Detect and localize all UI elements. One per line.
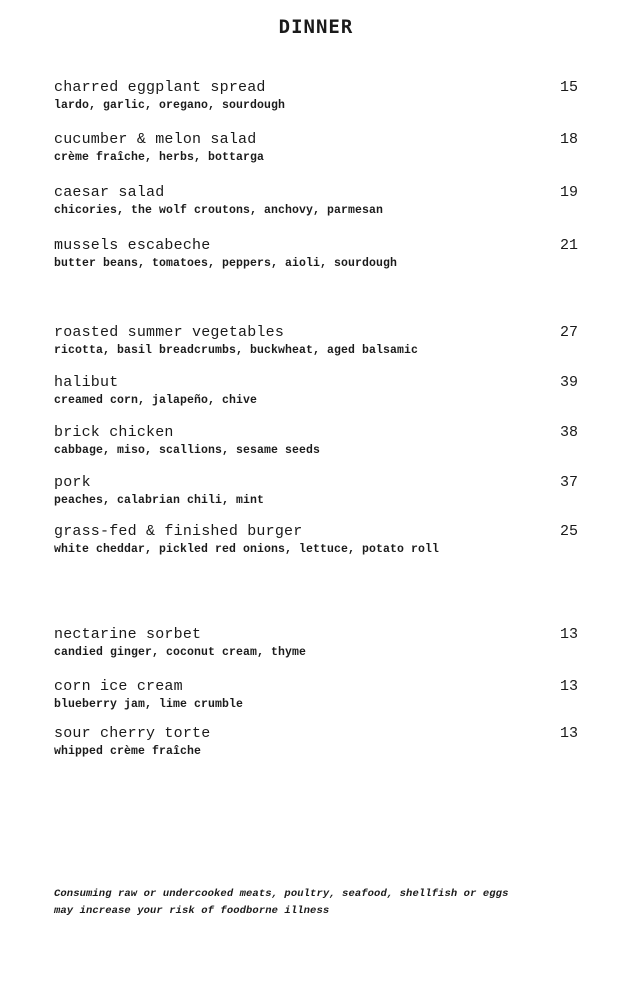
item-name: mussels escabeche: [54, 237, 211, 254]
item-name: caesar salad: [54, 184, 165, 201]
item-name: cucumber & melon salad: [54, 131, 257, 148]
item-description: lardo, garlic, oregano, sourdough: [54, 99, 286, 112]
item-name: halibut: [54, 374, 119, 391]
item-price: 13: [559, 626, 578, 643]
item-description: blueberry jam, lime crumble: [54, 698, 244, 711]
item-name: grass-fed & finished burger: [54, 523, 303, 540]
menu-item: [54, 237, 578, 272]
item-price: 13: [559, 678, 578, 695]
item-price: 19: [559, 184, 578, 201]
item-price: 15: [559, 79, 578, 96]
item-description: crème fraîche, herbs, bottarga: [54, 151, 265, 164]
item-name: charred eggplant spread: [54, 79, 266, 96]
item-description: ricotta, basil breadcrumbs, buckwheat, aged balsamic: [54, 344, 419, 357]
menu-item: [54, 725, 578, 760]
item-name: pork: [54, 474, 91, 491]
item-price: 39: [559, 374, 578, 391]
item-description: chicories, the wolf croutons, anchovy, parmesan: [54, 204, 384, 217]
menu-item: [54, 374, 578, 409]
menu-item: [54, 678, 578, 713]
item-description: creamed corn, jalapeño, chive: [54, 394, 258, 407]
item-name: corn ice cream: [54, 678, 183, 695]
item-name: roasted summer vegetables: [54, 324, 285, 341]
menu-item: [54, 79, 578, 114]
menu-item: [54, 523, 578, 558]
item-name: nectarine sorbet: [54, 626, 202, 643]
menu-title: DINNER: [278, 16, 354, 38]
item-price: 18: [559, 131, 578, 148]
menu-item: [54, 626, 578, 661]
item-price: 13: [559, 725, 578, 742]
menu-item: [54, 131, 578, 166]
item-price: 27: [559, 324, 578, 341]
item-description: peaches, calabrian chili, mint: [54, 494, 265, 507]
item-description: white cheddar, pickled red onions, lettuce, potato roll: [54, 543, 440, 556]
item-description: candied ginger, coconut cream, thyme: [54, 646, 307, 659]
item-price: 37: [559, 474, 578, 491]
item-description: butter beans, tomatoes, peppers, aioli, sourdough: [54, 257, 398, 270]
item-price: 38: [559, 424, 578, 441]
health-disclaimer: Consuming raw or undercooked meats, poultry, seafood, shellfish or eggs may increase your risk of foodborne illness: [54, 888, 509, 917]
item-price: 21: [559, 237, 578, 254]
item-name: sour cherry torte: [54, 725, 211, 742]
item-description: cabbage, miso, scallions, sesame seeds: [54, 444, 321, 457]
menu-item: [54, 184, 578, 219]
menu-item: [54, 324, 578, 359]
menu-item: [54, 424, 578, 459]
item-name: brick chicken: [54, 424, 174, 441]
item-description: whipped crème fraîche: [54, 745, 202, 758]
item-price: 25: [559, 523, 578, 540]
menu-item: [54, 474, 578, 509]
